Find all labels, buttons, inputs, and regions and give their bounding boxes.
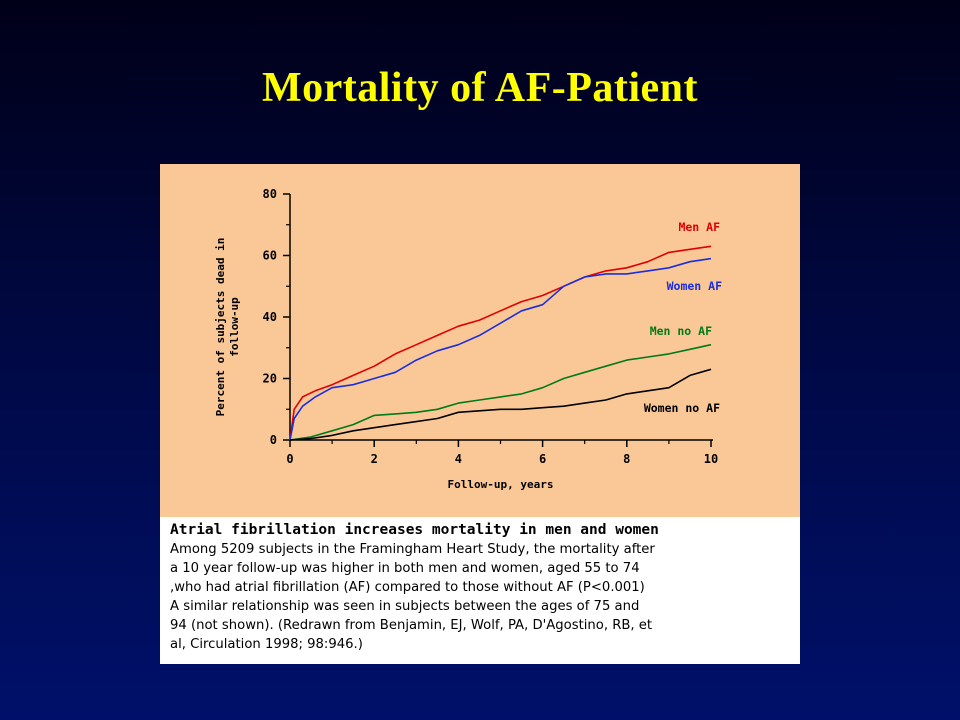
caption-line: 94 (not shown). (Redrawn from Benjamin, EJ, Wolf, PA, D'Agostino, RB, et — [170, 618, 653, 633]
y-tick-label: 80 — [262, 187, 277, 201]
x-axis-label: Follow-up, years — [447, 478, 554, 491]
series-label-men-af: Men AF — [678, 220, 720, 234]
caption-heading: Atrial fibrillation increases mortality in men and women — [170, 522, 659, 538]
caption-line: A similar relationship was seen in subjects between the ages of 75 and — [170, 599, 640, 614]
x-tick-label: 0 — [286, 452, 294, 466]
x-tick-label: 6 — [538, 452, 547, 466]
series-label-women-af: Women AF — [666, 279, 722, 293]
series-line-men-no-af — [290, 345, 711, 440]
caption-line: Among 5209 subjects in the Framingham Heart Study, the mortality after — [170, 542, 655, 557]
y-tick-label: 60 — [262, 248, 277, 263]
series-label-women-no-af: Women no AF — [643, 401, 720, 415]
labels-layer — [644, 220, 722, 415]
y-tick-label: 0 — [269, 433, 277, 447]
caption-line: al, Circulation 1998; 98:946.) — [170, 637, 363, 652]
x-tick-label: 10 — [703, 452, 719, 466]
y-axis-label: Percent of subjects dead infollow-up — [214, 237, 241, 417]
caption-panel — [160, 517, 800, 664]
caption-line: a 10 year follow-up was higher in both men and women, aged 55 to 74 — [170, 561, 640, 576]
caption-line: ,who had atrial fibrillation (AF) compared to those without AF (P<0.001) — [170, 580, 645, 595]
plot-panel — [160, 164, 800, 517]
mortality-line-chart — [160, 164, 800, 517]
x-tick-label: 8 — [623, 452, 631, 466]
y-tick-label: 40 — [262, 310, 277, 324]
x-tick-label: 4 — [454, 452, 463, 466]
y-tick-label: 20 — [262, 371, 277, 386]
figure — [160, 164, 800, 664]
slide-title: Mortality of AF-Patient — [261, 65, 699, 111]
series-label-men-no-af: Men no AF — [649, 324, 712, 338]
axes — [214, 187, 718, 491]
x-tick-label: 2 — [370, 452, 378, 466]
